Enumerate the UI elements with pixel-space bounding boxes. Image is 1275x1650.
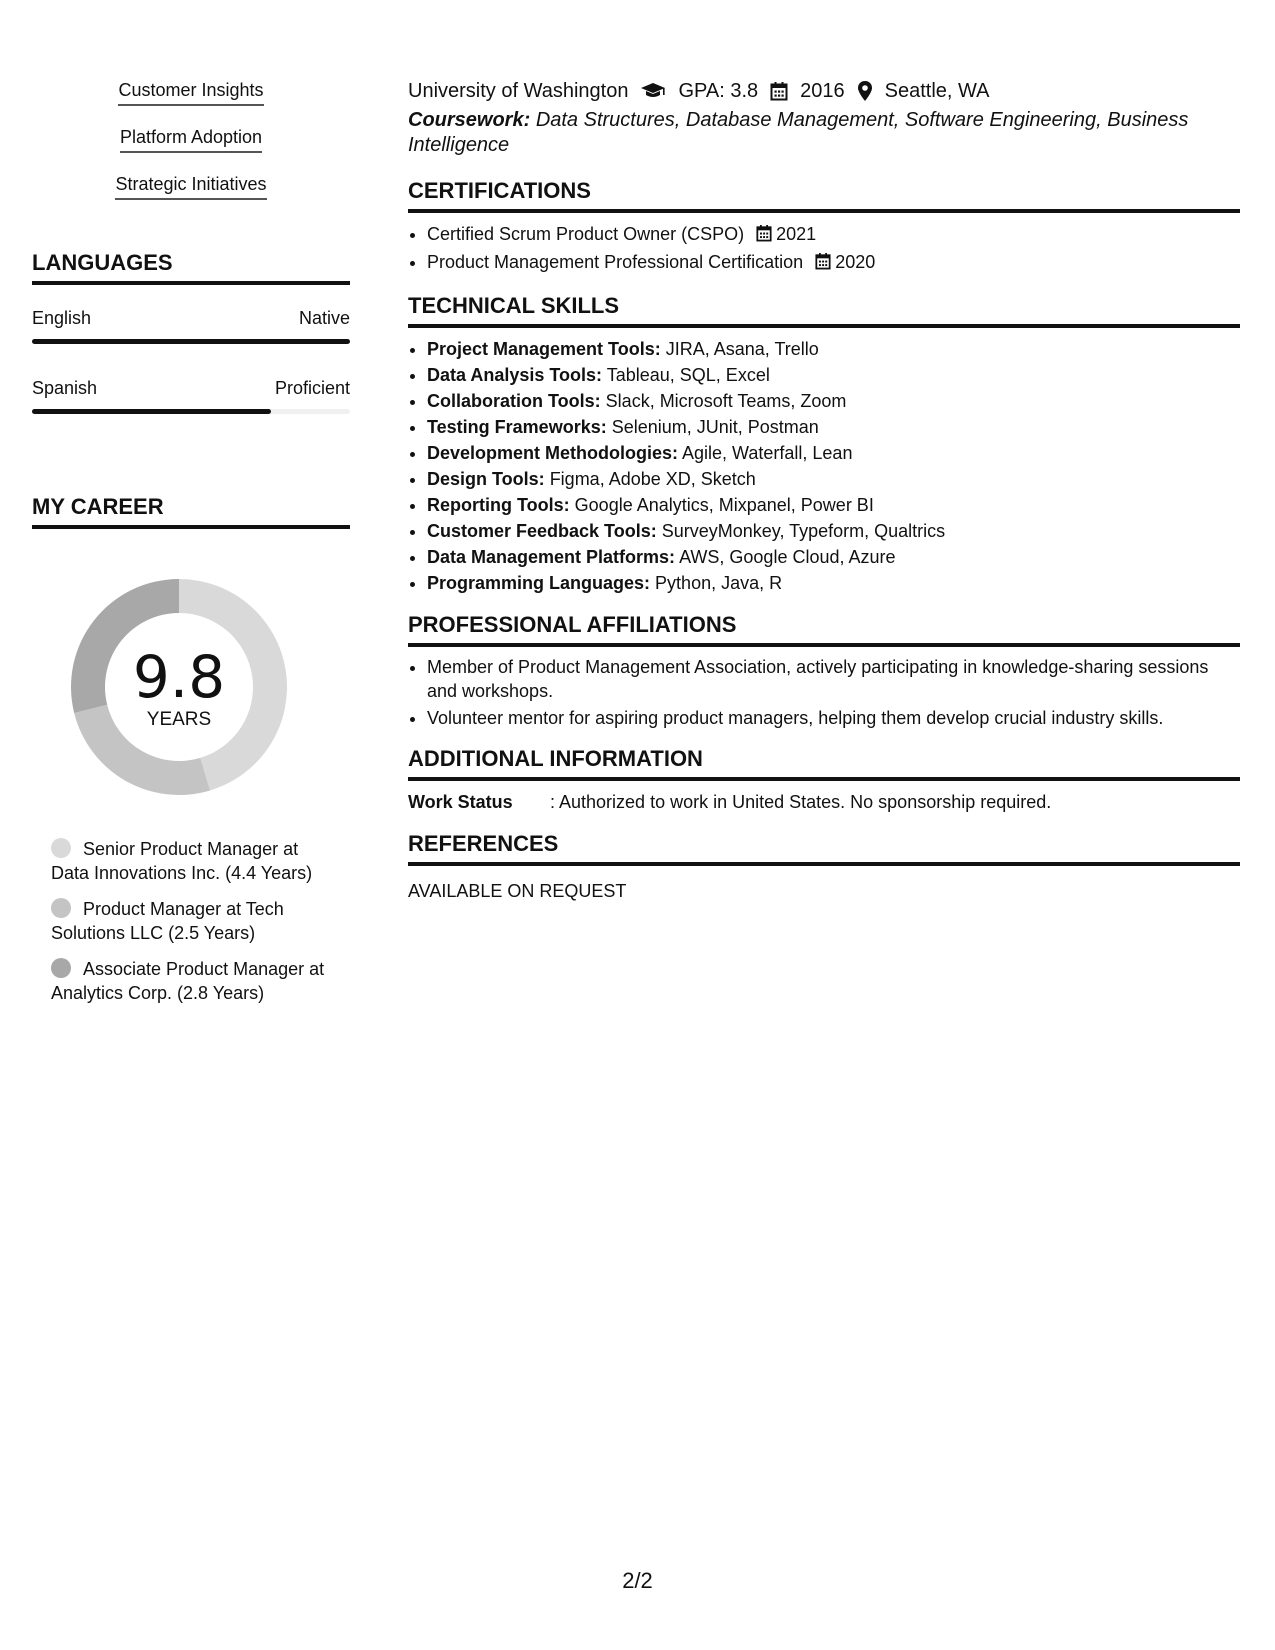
skill-values: Google Analytics, Mixpanel, Power BI [574,495,874,515]
career-donut-chart [65,573,293,801]
technical-skills-list [408,336,1240,596]
main-content [408,78,1240,904]
language-level: Native [298,308,350,328]
coursework-list: Data Structures, Database Management, Software Engineering, Business Intelligence [408,109,1189,156]
affiliations-heading: PROFESSIONAL AFFILIATIONS [408,612,1240,647]
calendar-icon [756,223,772,249]
skill-category: Development Methodologies: [427,443,679,463]
language-bar-fill [32,339,350,344]
language-name: Spanish [32,378,98,398]
tag-item: Customer Insights [118,78,263,106]
legend-item [51,837,341,885]
school-location: Seattle, WA [884,80,990,102]
certification-item [427,249,1240,277]
language-name: English [32,308,92,328]
location-pin-icon [857,80,873,102]
skill-item [427,570,1240,596]
tag-item: Strategic Initiatives [115,172,266,200]
work-status-label: Work Status [408,792,513,812]
language-bar [32,409,350,414]
legend-label: Senior Product Manager at Data Innovations Inc. (4.4 Years) [51,839,313,883]
skill-values: SurveyMonkey, Typeform, Qualtrics [661,521,946,541]
sidebar [32,78,350,1017]
career-total-unit: YEARS [146,709,212,730]
skill-item [427,336,1240,362]
legend-label: Product Manager at Tech Solutions LLC (2.5 Years) [51,899,284,943]
skill-category: Project Management Tools: [427,339,661,359]
certification-item [427,221,1240,249]
skill-item [427,544,1240,570]
skill-category: Reporting Tools: [427,495,570,515]
additional-info-heading: ADDITIONAL INFORMATION [408,746,1240,781]
graduation-cap-icon [640,81,666,101]
technical-skills-heading: TECHNICAL SKILLS [408,293,1240,328]
coursework [408,108,1240,158]
work-status-value: : Authorized to work in United States. No sponsorship required. [550,792,1052,812]
skill-category: Collaboration Tools: [427,391,601,411]
career-heading: MY CAREER [32,494,350,529]
page-number: 2/2 [622,1568,653,1593]
skill-item [427,492,1240,518]
legend-swatch [51,958,71,978]
skill-values: Slack, Microsoft Teams, Zoom [605,391,847,411]
legend-label: Associate Product Manager at Analytics Corp. (2.8 Years) [51,959,325,1003]
references-heading: REFERENCES [408,831,1240,866]
skill-values: Tableau, SQL, Excel [606,365,770,385]
language-bar [32,339,350,344]
skill-values: Agile, Waterfall, Lean [682,443,853,463]
skill-values: AWS, Google Cloud, Azure [679,547,896,567]
calendar-icon [815,251,831,277]
skill-category: Data Management Platforms: [427,547,676,567]
career-donut-center [65,643,293,731]
skill-category: Data Analysis Tools: [427,365,603,385]
language-level: Proficient [274,378,350,398]
language-item [32,376,350,414]
skill-category: Design Tools: [427,469,545,489]
skill-item [427,466,1240,492]
skill-values: Selenium, JUnit, Postman [611,417,819,437]
graduation-year: 2016 [800,80,845,102]
legend-item [51,897,341,945]
certification-year: 2021 [776,224,817,244]
career-legend [51,837,341,1005]
skill-category: Programming Languages: [427,573,651,593]
affiliations-list [408,655,1240,730]
career-total-years: 9.8 [132,643,226,711]
skill-item [427,414,1240,440]
certifications-heading: CERTIFICATIONS [408,178,1240,213]
certification-name: Product Management Professional Certification [427,252,804,272]
legend-item [51,957,341,1005]
affiliation-item: • Volunteer mentor for aspiring product managers, helping them develop crucial industry skills. [427,706,1240,730]
languages-heading: LANGUAGES [32,250,350,285]
calendar-icon [770,81,788,101]
school-name: University of Washington [408,80,629,102]
skill-values: JIRA, Asana, Trello [665,339,819,359]
tag-item: Platform Adoption [120,125,262,153]
education-line [408,78,1240,104]
skill-category: Testing Frameworks: [427,417,607,437]
skill-item [427,362,1240,388]
gpa: GPA: 3.8 [678,80,759,102]
references-text: AVAILABLE ON REQUEST [408,881,627,901]
certifications-list [408,221,1240,277]
tag-list [32,78,350,219]
legend-swatch [51,838,71,858]
skill-item [427,518,1240,544]
language-item [32,306,350,344]
coursework-label: Coursework: [408,109,531,131]
work-status-row [408,789,1240,815]
language-bar-fill [32,409,271,414]
legend-swatch [51,898,71,918]
skill-values: Python, Java, R [655,573,783,593]
affiliation-item: • Member of Product Management Association, actively participating in knowledge-sharing sessions and workshops. [427,655,1240,703]
skill-item [427,388,1240,414]
skill-item [427,440,1240,466]
certification-name: Certified Scrum Product Owner (CSPO) [427,224,745,244]
skill-category: Customer Feedback Tools: [427,521,657,541]
skill-values: Figma, Adobe XD, Sketch [549,469,756,489]
certification-year: 2020 [835,252,876,272]
